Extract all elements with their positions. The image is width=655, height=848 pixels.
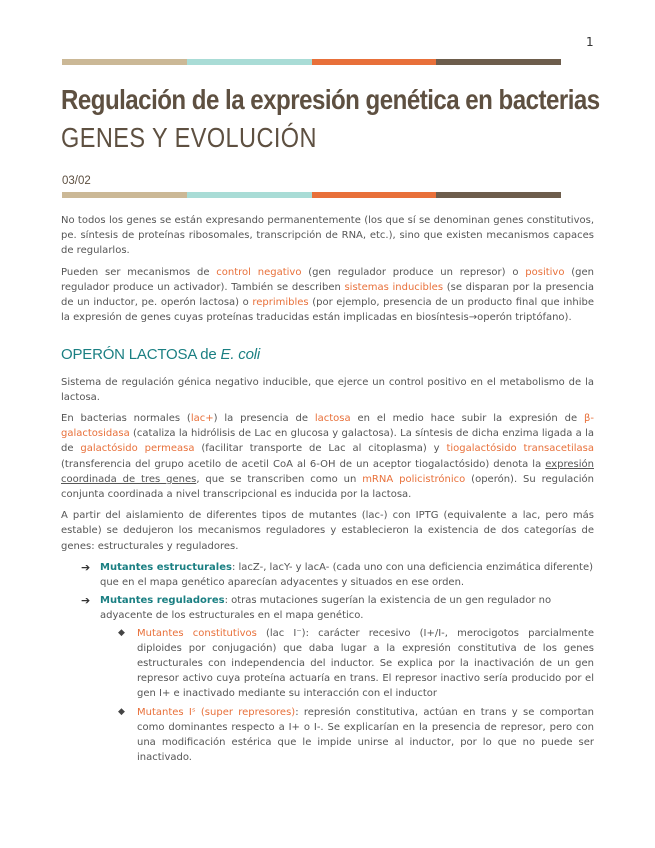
text-run: : otras mutaciones sugerían la existencia de un gen regulador no adyacente de los estructurales en el mapa genético. bbox=[100, 595, 552, 622]
term-galactosido-permeasa: galactósido permeasa bbox=[80, 443, 195, 455]
text-run: (se disparan por la presencia de un inductor, pe. operón lactosa) o bbox=[61, 281, 594, 309]
text-run: : carácter recesivo (I+/I-, merocigotos parcialmente diploides por conjugación) que daba lugar a la expresión constitutiva de los genes estructurales con independencia del inductor. Se explica por la inactivación de un gen represor activo cuya proteína actuaría en trans. El represor inactivo sería producido por el gen I+ e inactivado mediante su interacción con el inductor bbox=[137, 627, 594, 700]
diamond-icon: ◆ bbox=[118, 627, 125, 638]
bottom-decorative-stripe bbox=[62, 192, 561, 198]
text-run: ) la presencia de bbox=[213, 413, 315, 425]
section-paragraph-intro: Sistema de regulación génica negativo inducible, que ejerce un control positivo en el metabolismo de la lactosa. bbox=[61, 376, 594, 403]
intro-paragraph: No todos los genes se están expresando permanentemente (los que sí se denominan genes constitutivos, pe. síntesis de proteínas ribosomales, transcripción de RNA, etc.), sino que existen mecanismos capaces de regularlos. bbox=[61, 215, 594, 257]
intro-paragraph-mechanisms bbox=[61, 265, 594, 326]
text-run: (facilitar transporte de Lac al citoplasma) y bbox=[194, 443, 447, 455]
term-reprimibles: reprimibles bbox=[252, 297, 309, 309]
stripe-segment bbox=[312, 192, 437, 198]
text-run: (lac I⁻) bbox=[256, 627, 306, 639]
stripe-segment bbox=[62, 59, 187, 65]
mutant-types-list bbox=[61, 560, 594, 766]
regulator-mutants-sublist bbox=[100, 626, 594, 766]
term-positivo: positivo bbox=[525, 266, 565, 278]
stripe-segment bbox=[312, 59, 437, 65]
term-control-negativo: control negativo bbox=[216, 266, 302, 278]
list-item-mutantes-reguladores bbox=[81, 593, 594, 765]
stripe-segment bbox=[62, 192, 187, 198]
text-run: (transferencia del grupo acetilo de acetil CoA al 6-OH de un aceptor tiogalactósido) denota la bbox=[61, 458, 546, 470]
document-date: 03/02 bbox=[62, 175, 91, 187]
term-lac-plus: lac+ bbox=[190, 413, 214, 425]
text-run: : represión constitutiva, actúan en trans y se comportan como dominantes respecto a I+ o I-. Se explicarían en la presencia de represor, pero con una modificación estérica que le impide unirse al inductor, por lo que no puede ser inactivado. bbox=[137, 706, 594, 764]
stripe-segment bbox=[436, 192, 561, 198]
section-heading-species: E. coli bbox=[220, 346, 260, 364]
top-decorative-stripe bbox=[62, 59, 561, 65]
list-item-mutantes-constitutivos bbox=[118, 626, 594, 702]
text-run: (gen regulador produce un activador). También se describen bbox=[61, 266, 595, 293]
section-paragraph-lac-operon bbox=[61, 411, 594, 502]
text-run: En bacterias normales ( bbox=[61, 413, 191, 425]
section-heading-text: OPERÓN LACTOSA de bbox=[61, 346, 221, 364]
term-mutantes-estructurales: Mutantes estructurales bbox=[100, 561, 232, 573]
text-run: en el medio hace subir la expresión de bbox=[350, 413, 584, 425]
text-run: (operón). Su regulación conjunta coordinada a nivel transcripcional es inducida por la lactosa. bbox=[61, 473, 594, 501]
stripe-segment bbox=[436, 59, 561, 65]
text-run: , que se transcriben como un bbox=[196, 473, 363, 485]
list-item-mutantes-estructurales bbox=[81, 560, 594, 590]
text-run: (por ejemplo, presencia de un producto final que inhibe la expresión de genes cuyas proteínas traducidas están implicadas en biosíntesis→operón triptófano). bbox=[61, 297, 594, 324]
stripe-segment bbox=[187, 192, 312, 198]
section-paragraph-mutants: A partir del aislamiento de diferentes tipos de mutantes (lac-) con IPTG (equivalente a lac, pero más estable) se dedujeron los mecanismos reguladores y establecieron la existencia de dos categorías de genes: estructurales y reguladores. bbox=[61, 510, 594, 552]
text-run: : lacZ-, lacY- y lacA- (cada uno con una deficiencia enzimática diferente) que en el mapa genético aparecían adyacentes y situados en ese orden. bbox=[100, 561, 594, 589]
text-run: (gen regulador produce un represor) o bbox=[301, 266, 526, 278]
term-mutantes-super-represores: Mutantes Iˢ (super represores) bbox=[137, 706, 296, 718]
term-beta-galactosidasa: β-galactosidasa bbox=[61, 413, 594, 440]
term-mrna-policistronico: mRNA policistrónico bbox=[362, 473, 466, 485]
term-tiogalactosido-transacetilasa: tiogalactósido transacetilasa bbox=[446, 443, 594, 455]
term-expresion-coordinada: expresión coordinada de tres genes bbox=[61, 458, 594, 485]
arrow-icon: ➔ bbox=[81, 560, 91, 574]
list-item-mutantes-super-represores bbox=[118, 705, 594, 766]
text-run: Pueden ser mecanismos de bbox=[61, 266, 217, 278]
term-lactosa: lactosa bbox=[314, 413, 351, 425]
text-run: (cataliza la hidrólisis de Lac en glucosa y galactosa). La síntesis de dicha enzima ligada a la de bbox=[61, 428, 594, 455]
diamond-icon: ◆ bbox=[118, 706, 125, 717]
stripe-segment bbox=[187, 59, 312, 65]
document-subtitle: GENES Y EVOLUCIÓN bbox=[61, 122, 317, 153]
document-title: Regulación de la expresión genética en bacterias bbox=[61, 84, 600, 115]
term-sistemas-inducibles: sistemas inducibles bbox=[344, 281, 444, 293]
section-heading bbox=[61, 347, 594, 362]
term-mutantes-constitutivos: Mutantes constitutivos bbox=[137, 627, 257, 639]
term-mutantes-reguladores: Mutantes reguladores bbox=[100, 595, 225, 607]
arrow-icon: ➔ bbox=[81, 594, 91, 608]
page-number: 1 bbox=[586, 35, 594, 49]
document-body bbox=[61, 213, 594, 769]
